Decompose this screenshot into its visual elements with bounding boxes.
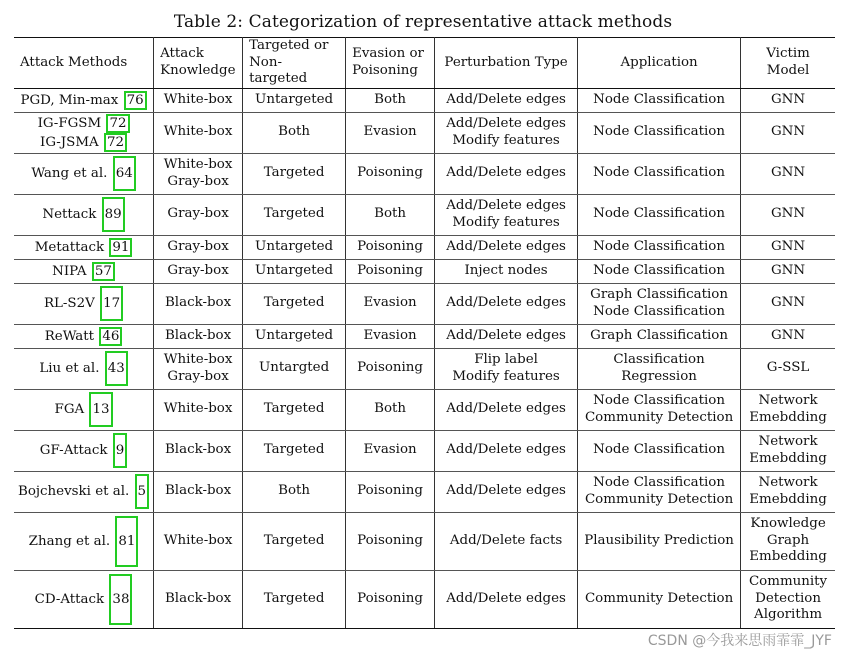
knowledge-value: White-box	[163, 91, 233, 107]
cell-perturbation	[435, 235, 578, 259]
cell-evasion	[346, 512, 435, 570]
victim-value: GNN	[770, 295, 806, 311]
cell-perturbation	[435, 153, 578, 194]
cell-targeted	[243, 570, 346, 628]
victim-value: Emebdding	[749, 491, 827, 507]
cell-application	[578, 512, 741, 570]
knowledge-value: Gray-box	[167, 238, 229, 254]
cell-perturbation	[435, 194, 578, 235]
cell-victim	[741, 430, 835, 471]
knowledge-value: Black-box	[164, 442, 232, 458]
table-row	[14, 324, 835, 348]
targeted-value: Untargeted	[255, 262, 334, 278]
knowledge-value: Black-box	[164, 327, 232, 343]
cell-victim	[741, 471, 835, 512]
targeted-value: Untargeted	[255, 91, 334, 107]
table-header-row	[14, 38, 835, 89]
method-name-line	[18, 433, 149, 468]
method-name: ReWatt	[44, 328, 95, 344]
perturbation-value: Add/Delete edges	[446, 442, 566, 458]
method-name-line	[18, 392, 149, 427]
method-name-line	[18, 91, 149, 110]
victim-value: Community	[748, 574, 828, 590]
targeted-value: Both	[278, 483, 311, 499]
cell-evasion	[346, 88, 435, 112]
victim-value: GNN	[770, 91, 806, 107]
cell-application	[578, 348, 741, 389]
application-value: Node Classification	[593, 91, 725, 107]
cell-knowledge	[154, 512, 243, 570]
cell-attack-method	[14, 389, 154, 430]
cell-attack-method	[14, 570, 154, 628]
method-name: Nettack	[42, 207, 97, 222]
victim-value: GNN	[770, 165, 806, 181]
evasion-value: Poisoning	[357, 590, 423, 606]
perturbation-value: Add/Delete edges	[446, 116, 566, 131]
citation-link[interactable]: 76	[124, 91, 147, 110]
cell-evasion	[346, 259, 435, 283]
cell-application	[578, 88, 741, 112]
knowledge-value: Black-box	[164, 295, 232, 311]
cell-attack-method	[14, 112, 154, 153]
cell-attack-method	[14, 194, 154, 235]
application-value: Node Classification	[593, 475, 725, 490]
perturbation-value: Inject nodes	[464, 262, 548, 278]
cell-victim	[741, 389, 835, 430]
cell-knowledge	[154, 348, 243, 389]
citation-link[interactable]: 89	[102, 197, 125, 232]
watermark: CSDN @今我来思雨霏霏_JYF	[647, 633, 832, 649]
citation-link[interactable]: 46	[99, 327, 122, 346]
method-name-line	[18, 351, 149, 386]
victim-value: GNN	[770, 238, 806, 254]
targeted-value: Targeted	[263, 165, 325, 181]
evasion-value: Poisoning	[357, 532, 423, 548]
cell-knowledge	[154, 88, 243, 112]
cell-attack-method	[14, 283, 154, 324]
cell-application	[578, 259, 741, 283]
cell-perturbation	[435, 471, 578, 512]
method-name: RL-S2V	[43, 296, 95, 311]
perturbation-value: Add/Delete edges	[446, 295, 566, 311]
perturbation-value: Modify features	[452, 132, 560, 148]
cell-application	[578, 112, 741, 153]
cell-knowledge	[154, 112, 243, 153]
application-value: Node Classification	[593, 165, 725, 181]
knowledge-value: White-box	[163, 401, 233, 417]
cell-targeted	[243, 389, 346, 430]
cell-perturbation	[435, 348, 578, 389]
victim-value: Network	[758, 393, 818, 408]
cell-targeted	[243, 88, 346, 112]
victim-value: GNN	[770, 124, 806, 140]
method-name: Zhang et al.	[28, 533, 111, 549]
victim-value: Embedding	[749, 549, 827, 565]
evasion-value: Poisoning	[357, 165, 423, 181]
victim-value: GNN	[770, 206, 806, 222]
cell-knowledge	[154, 194, 243, 235]
cell-victim	[741, 88, 835, 112]
cell-application	[578, 570, 741, 628]
cell-application	[578, 283, 741, 324]
cell-victim	[741, 259, 835, 283]
method-name: Wang et al.	[31, 166, 108, 181]
cell-targeted	[243, 235, 346, 259]
method-name-line	[18, 133, 149, 152]
targeted-value: Untargted	[259, 360, 330, 376]
method-name: GF-Attack	[39, 443, 108, 458]
cell-attack-method	[14, 324, 154, 348]
cell-application	[578, 389, 741, 430]
cell-targeted	[243, 194, 346, 235]
knowledge-value: Gray-box	[167, 368, 229, 384]
targeted-value: Targeted	[263, 206, 325, 222]
evasion-value: Poisoning	[357, 238, 423, 254]
cell-victim	[741, 112, 835, 153]
application-value: Node Classification	[593, 262, 725, 278]
citation-link[interactable]: 64	[113, 156, 136, 191]
cell-targeted	[243, 283, 346, 324]
method-name-line	[18, 327, 149, 346]
cell-knowledge	[154, 389, 243, 430]
cell-victim	[741, 348, 835, 389]
citation-link[interactable]: 13	[89, 392, 112, 427]
perturbation-value: Add/Delete edges	[446, 238, 566, 254]
victim-value: Network	[758, 434, 818, 449]
cell-perturbation	[435, 570, 578, 628]
cell-application	[578, 471, 741, 512]
cell-targeted	[243, 153, 346, 194]
citation-link[interactable]: 5	[135, 474, 150, 509]
victim-value: GNN	[770, 327, 806, 343]
citation-link[interactable]: 57	[92, 262, 115, 281]
cell-victim	[741, 324, 835, 348]
cell-application	[578, 324, 741, 348]
knowledge-value: Gray-box	[167, 262, 229, 278]
victim-value: Emebdding	[749, 409, 827, 425]
cell-targeted	[243, 471, 346, 512]
application-value: Graph Classification	[590, 327, 728, 343]
victim-value: Detection	[755, 590, 821, 606]
knowledge-value: Gray-box	[167, 173, 229, 189]
cell-knowledge	[154, 283, 243, 324]
cell-evasion	[346, 283, 435, 324]
cell-victim	[741, 570, 835, 628]
victim-value: Graph	[766, 532, 810, 548]
victim-value: Algorithm	[754, 607, 823, 623]
cell-targeted	[243, 512, 346, 570]
table-row	[14, 389, 835, 430]
application-value: Plausibility Prediction	[584, 532, 734, 548]
cell-perturbation	[435, 389, 578, 430]
cell-victim	[741, 512, 835, 570]
cell-attack-method	[14, 430, 154, 471]
targeted-value: Targeted	[263, 532, 325, 548]
application-value: Community Detection	[584, 409, 734, 425]
cell-perturbation	[435, 112, 578, 153]
method-name: IG-JSMA	[40, 134, 99, 150]
knowledge-value: White-box	[163, 124, 233, 140]
perturbation-value: Add/Delete edges	[446, 165, 566, 181]
targeted-value: Targeted	[263, 442, 325, 458]
table-row	[14, 430, 835, 471]
application-value: Community Detection	[584, 590, 734, 606]
perturbation-value: Add/Delete edges	[446, 590, 566, 606]
method-name: IG-FGSM	[37, 115, 102, 131]
knowledge-value: White-box	[163, 157, 233, 172]
cell-attack-method	[14, 348, 154, 389]
cell-evasion	[346, 235, 435, 259]
cell-perturbation	[435, 259, 578, 283]
victim-value: Emebdding	[749, 450, 827, 466]
citation-link[interactable]: 91	[109, 238, 132, 257]
table-row	[14, 570, 835, 628]
cell-targeted	[243, 324, 346, 348]
evasion-value: Evasion	[363, 442, 417, 458]
citation-link[interactable]: 9	[113, 433, 128, 468]
citation-link[interactable]: 81	[115, 516, 138, 567]
attack-methods-table	[14, 37, 835, 629]
cell-knowledge	[154, 259, 243, 283]
cell-attack-method	[14, 471, 154, 512]
citation-link[interactable]: 38	[109, 574, 132, 625]
method-name-line	[18, 286, 149, 321]
knowledge-value: Gray-box	[167, 206, 229, 222]
method-name: NIPA	[52, 263, 87, 279]
table-row	[14, 283, 835, 324]
method-name-line	[18, 516, 149, 567]
table-row	[14, 88, 835, 112]
method-name: Bojchevski et al.	[18, 484, 130, 499]
evasion-value: Evasion	[363, 124, 417, 140]
perturbation-value: Modify features	[452, 214, 560, 230]
cell-victim	[741, 153, 835, 194]
cell-victim	[741, 235, 835, 259]
targeted-value: Both	[278, 124, 311, 140]
cell-perturbation	[435, 324, 578, 348]
victim-value: G-SSL	[766, 360, 810, 376]
application-value: Node Classification	[593, 206, 725, 222]
cell-attack-method	[14, 153, 154, 194]
cell-knowledge	[154, 471, 243, 512]
cell-knowledge	[154, 570, 243, 628]
victim-value: GNN	[770, 262, 806, 278]
table-caption: Table 2: Categorization of representative attack methods	[173, 12, 673, 32]
targeted-value: Targeted	[263, 295, 325, 311]
cell-knowledge	[154, 430, 243, 471]
perturbation-value: Flip label	[474, 352, 538, 367]
header-perturbation: Perturbation Type	[435, 38, 578, 89]
header-attack-methods: Attack Methods	[14, 38, 154, 89]
perturbation-value: Add/Delete edges	[446, 401, 566, 417]
application-value: Node Classification	[593, 124, 725, 140]
table-row	[14, 153, 835, 194]
targeted-value: Untargeted	[255, 238, 334, 254]
cell-attack-method	[14, 235, 154, 259]
evasion-value: Poisoning	[357, 262, 423, 278]
knowledge-value: White-box	[163, 532, 233, 548]
perturbation-value: Add/Delete edges	[446, 327, 566, 343]
header-evasion: Evasion or Poisoning	[346, 38, 435, 89]
knowledge-value: Black-box	[164, 590, 232, 606]
cell-attack-method	[14, 512, 154, 570]
table-row	[14, 235, 835, 259]
method-name-line	[18, 574, 149, 625]
application-value: Node Classification	[593, 238, 725, 254]
evasion-value: Poisoning	[357, 360, 423, 376]
targeted-value: Untargeted	[255, 327, 334, 343]
method-name-line	[18, 474, 149, 509]
perturbation-value: Add/Delete edges	[446, 91, 566, 107]
victim-value: Network	[758, 475, 818, 490]
cell-evasion	[346, 430, 435, 471]
cell-application	[578, 194, 741, 235]
perturbation-value: Add/Delete edges	[446, 483, 566, 499]
method-name-line	[18, 197, 149, 232]
targeted-value: Targeted	[263, 590, 325, 606]
cell-targeted	[243, 259, 346, 283]
cell-evasion	[346, 348, 435, 389]
method-name: Metattack	[34, 239, 105, 255]
citation-link[interactable]: 43	[105, 351, 128, 386]
method-name-line	[18, 156, 149, 191]
cell-attack-method	[14, 259, 154, 283]
application-value: Community Detection	[584, 491, 734, 507]
evasion-value: Poisoning	[357, 483, 423, 499]
cell-perturbation	[435, 88, 578, 112]
method-name: FGA	[54, 402, 85, 417]
application-value: Node Classification	[593, 442, 725, 458]
cell-perturbation	[435, 283, 578, 324]
evasion-value: Both	[374, 206, 407, 222]
cell-knowledge	[154, 324, 243, 348]
method-name: Liu et al.	[39, 361, 100, 376]
cell-perturbation	[435, 430, 578, 471]
application-value: Node Classification	[593, 303, 725, 319]
table-row	[14, 471, 835, 512]
table-row	[14, 259, 835, 283]
method-name-line	[18, 114, 149, 133]
perturbation-value: Modify features	[452, 368, 560, 384]
header-application: Application	[578, 38, 741, 89]
cell-evasion	[346, 389, 435, 430]
evasion-value: Evasion	[363, 327, 417, 343]
knowledge-value: Black-box	[164, 483, 232, 499]
perturbation-value: Add/Delete facts	[449, 532, 563, 548]
cell-application	[578, 235, 741, 259]
application-value: Classification	[613, 352, 705, 367]
cell-evasion	[346, 324, 435, 348]
cell-evasion	[346, 570, 435, 628]
cell-evasion	[346, 194, 435, 235]
cell-targeted	[243, 348, 346, 389]
header-victim-model: Victim Model	[741, 38, 835, 89]
cell-targeted	[243, 430, 346, 471]
evasion-value: Evasion	[363, 295, 417, 311]
cell-attack-method	[14, 88, 154, 112]
perturbation-value: Add/Delete edges	[446, 198, 566, 213]
knowledge-value: White-box	[163, 352, 233, 367]
cell-evasion	[346, 112, 435, 153]
table-row	[14, 512, 835, 570]
cell-perturbation	[435, 512, 578, 570]
table-row	[14, 348, 835, 389]
header-attack-knowledge: Attack Knowledge	[154, 38, 243, 89]
method-name: CD-Attack	[34, 591, 105, 607]
cell-knowledge	[154, 153, 243, 194]
cell-knowledge	[154, 235, 243, 259]
cell-evasion	[346, 153, 435, 194]
evasion-value: Both	[374, 91, 407, 107]
table-row	[14, 112, 835, 153]
table-row	[14, 194, 835, 235]
citation-link[interactable]: 72	[106, 114, 129, 133]
cell-application	[578, 153, 741, 194]
evasion-value: Both	[374, 401, 407, 417]
application-value: Graph Classification	[590, 287, 728, 302]
citation-link[interactable]: 17	[100, 286, 123, 321]
cell-targeted	[243, 112, 346, 153]
citation-link[interactable]: 72	[104, 133, 127, 152]
victim-value: Knowledge	[750, 516, 826, 532]
cell-application	[578, 430, 741, 471]
application-value: Node Classification	[593, 393, 725, 408]
header-targeted: Targeted or Non-targeted	[243, 38, 346, 89]
application-value: Regression	[621, 368, 697, 384]
cell-victim	[741, 194, 835, 235]
cell-victim	[741, 283, 835, 324]
method-name-line	[18, 262, 149, 281]
method-name-line	[18, 238, 149, 257]
cell-evasion	[346, 471, 435, 512]
targeted-value: Targeted	[263, 401, 325, 417]
method-name: PGD, Min-max	[20, 92, 119, 108]
